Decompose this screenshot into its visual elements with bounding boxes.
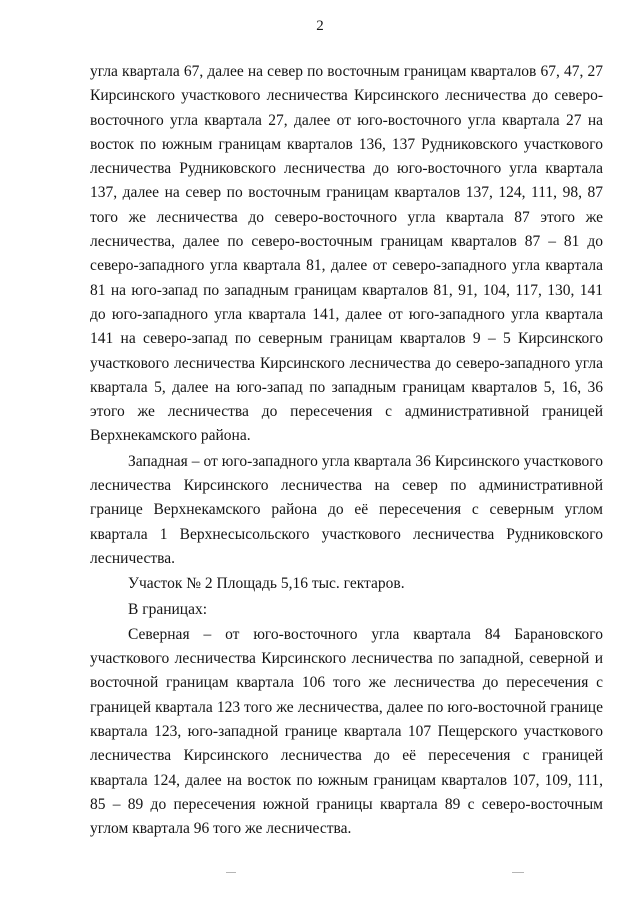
- paragraph-northern-boundary: Северная – от юго-восточного угла квартала 84 Барановского участкового лесничества Кирсинского лесничества по западной, северной и восточной границам квартала 106 того же лесничества до пересечения с границей квартала 123 того же лесничества, далее по юго-восточной границе квартала 123, юго-западной границе квартала 107 Пещерского участкового лесничества Кирсинского лесничества до её пересечения с границей квартала 124, далее на восток по южным границам кварталов 107, 109, 111, 85 – 89 до пересечения южной границы квартала 89 с северо-восточным углом квартала 96 того же лесничества.: [90, 625, 603, 838]
- paragraph-western-boundary: Западная – от юго-западного угла квартала 36 Кирсинского участкового лесничества Кирсинского лесничества на север по административной границе Верхнекамского района до её пересечения с северным углом квартала 1 Верхнесысольского участкового лесничества Рудниковского лесничества.: [90, 452, 603, 567]
- paragraph-boundaries-heading: В границах:: [128, 600, 208, 618]
- scan-artifact-left: [226, 872, 236, 873]
- page-number: 2: [316, 18, 324, 34]
- paragraph-plot-2-heading: Участок № 2 Площадь 5,16 тыс. гектаров.: [128, 575, 405, 593]
- paragraph-continuation: угла квартала 67, далее на север по восточным границам кварталов 67, 47, 27 Кирсинского участкового лесничества Кирсинского лесничества до северо-восточного угла квартала 27, далее от юго-восточного угла квартала 27 на восток по южным границам кварталов 136, 137 Рудниковского участкового лесничества Рудниковского лесничества до юго-восточного угла квартала 137, далее на север по восточным границам кварталов 137, 124, 111, 98, 87 того же лесничества до северо-восточного угла квартала 87 этого же лесничества, далее по северо-восточным границам кварталов 87 – 81 до северо-западного угла квартала 81, далее от северо-западного угла квартала 81 на юго-запад по западным границам кварталов 81, 91, 104, 117, 130, 141 до юго-западного угла квартала 141, далее от юго-западного угла квартала 141 на северо-запад по северным границам кварталов 9 – 5 Кирсинского участкового лесничества Кирсинского лесничества до северо-западного угла квартала 5, далее на юго-запад по западным границам кварталов 5, 16, 36 этого же лесничества до пересечения с административной границей Верхнекамского района.: [90, 63, 603, 445]
- scan-artifact-right: [512, 872, 524, 873]
- document-body: [90, 60, 603, 842]
